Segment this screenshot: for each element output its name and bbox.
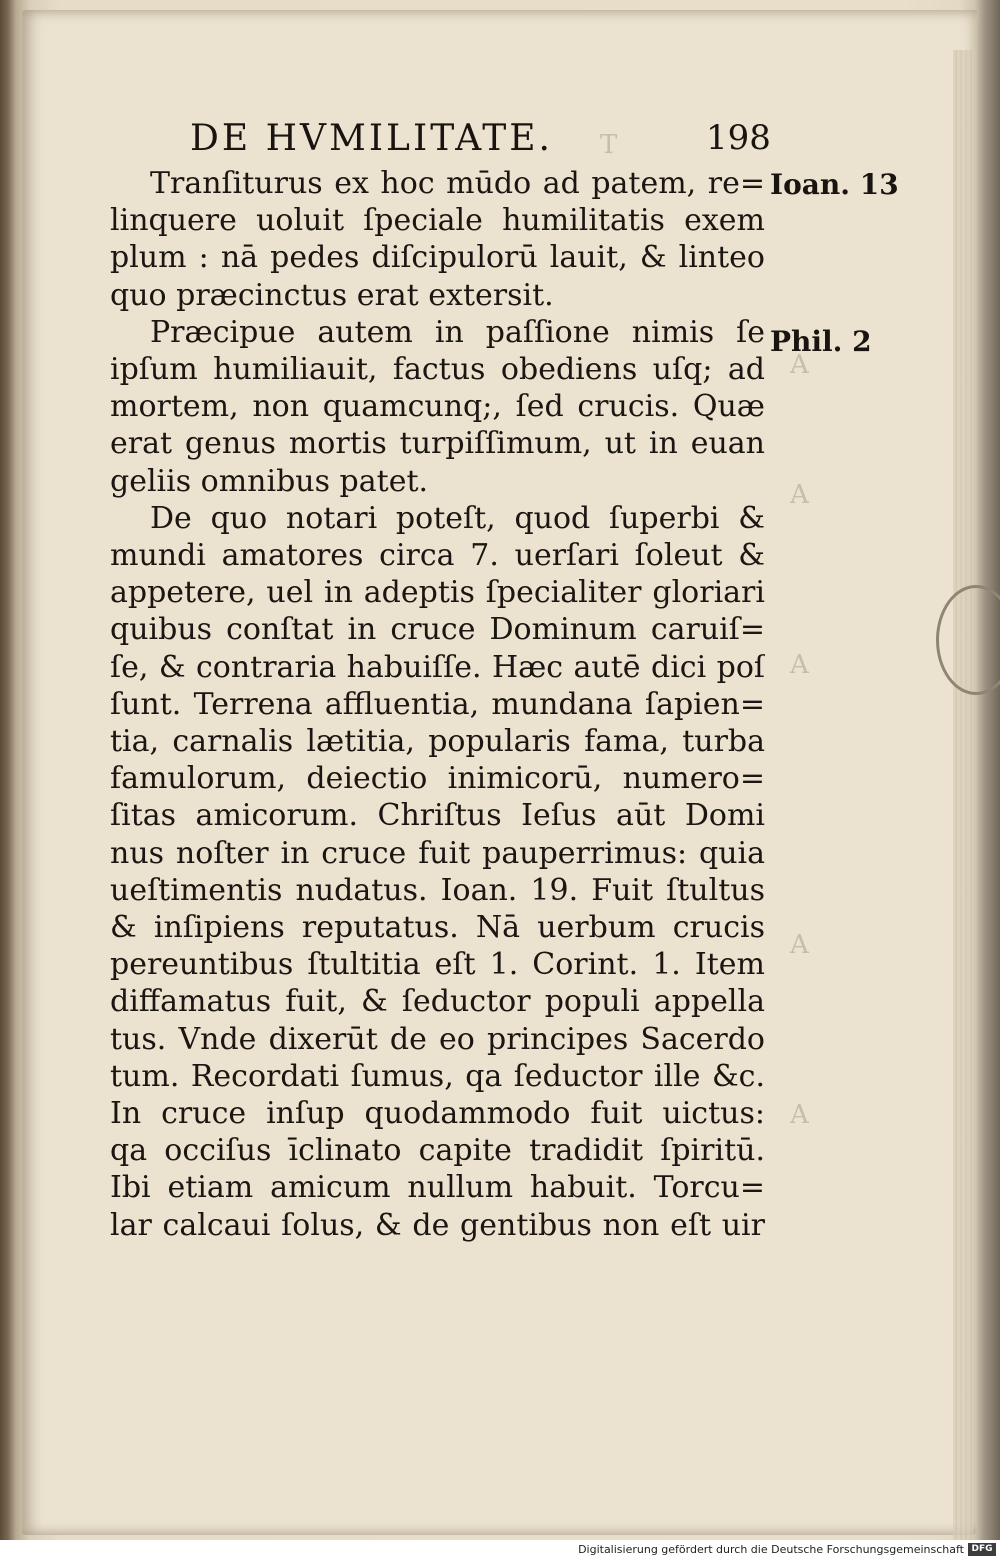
text-line: nus noſter in cruce fuit pauperrimus: quia [110,835,765,871]
text-line: appetere, uel in adeptis ſpecialiter gloriari [110,575,765,611]
bleed-through-mark: A [790,650,809,680]
bleed-through-mark: A [790,1100,809,1130]
page-number: 198 [706,118,771,158]
body-text [110,165,765,1244]
text-line: quo præcinctus erat extersit. [110,277,554,313]
text-line: ſe, & contraria habuiſſe. Hæc autē dici poſ [110,649,765,685]
text-line: Præcipue autem in paſſione nimis ſe [150,314,765,350]
text-line: ſitas amicorum. Chriſtus Ieſus aūt Domi [110,798,765,834]
text-line: geliis omnibus patet. [110,463,429,499]
text-line: pereuntibus ſtultitia eſt 1. Corint. 1. Item [110,947,765,983]
text-line: qa occiſus īclinato capite tradidit ſpiritū. [110,1133,765,1169]
text-line: tia, carnalis lætitia, popularis fama, turba [110,724,765,760]
marginal-reference: Ioan. 13 [770,168,899,201]
bleed-through-mark: A [790,350,809,380]
dfg-logo: DFG [968,1543,996,1556]
text-line: ueſtimentis nudatus. Ioan. 19. Fuit ſtultus [110,872,765,908]
text-line: lar calcaui ſolus, & de gentibus non eſt uir [110,1207,765,1243]
text-line: ipſum humiliauit, factus obediens uſq; ad [110,352,765,388]
text-line: famulorum, deiectio inimicorū, numero= [110,761,765,797]
text-line: mortem, non quamcunq;, ſed crucis. Quæ [110,389,765,425]
text-line: & inſipiens reputatus. Nā uerbum crucis [110,910,765,946]
bleed-through-mark: A [790,480,809,510]
text-line: De quo notari poteſt, quod ſuperbi & [150,500,765,536]
text-line: linquere uoluit ſpeciale humilitatis exem [110,203,765,239]
text-line: tum. Recordati ſumus, qa ſeductor ille &c. [110,1058,765,1094]
text-line: Tranſiturus ex hoc mūdo ad patem, re= [150,166,765,201]
text-line: quibus conſtat in cruce Dominum caruiſ= [110,612,765,648]
text-line: tus. Vnde dixerūt de eo principes Sacerdo [110,1021,765,1057]
text-line: mundi amatores circa 7. uerſari ſoleut & [110,538,765,574]
bleed-through-mark: A [790,930,809,960]
bleed-through-mark: T [600,130,618,160]
page-edges [953,50,973,1540]
funding-credit: Digitalisierung gefördert durch die Deutsche Forschungsgemeinschaft [578,1543,964,1556]
text-line: ſunt. Terrena affluentia, mundana ſapien= [110,686,765,722]
text-line: diffamatus fuit, & ſeductor populi appella [110,984,765,1020]
marginal-reference: Phil. 2 [770,325,872,358]
running-head: DE HVMILITATE. [190,118,553,159]
text-line: Ibi etiam amicum nullum habuit. Torcu= [110,1170,765,1206]
footer-bar [0,1540,1000,1560]
text-line: plum : nā pedes diſcipulorū lauit, & linteo [110,240,765,276]
text-line: erat genus mortis turpiſſimum, ut in euan [110,426,765,462]
text-line: In cruce inſup quodammodo fuit uictus: [110,1096,765,1132]
